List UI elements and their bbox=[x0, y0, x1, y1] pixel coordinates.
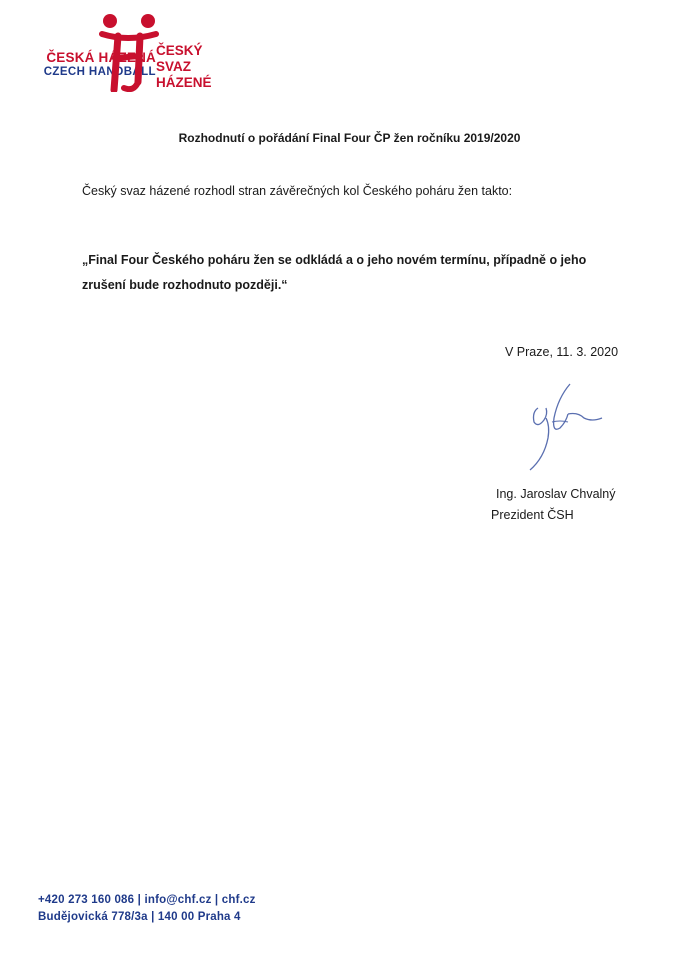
decision-statement: „Final Four Českého poháru žen se odkládá a o jeho novém termínu, případně o jeho zrušení bude rozhodnuto později.“ bbox=[82, 253, 587, 292]
intro-paragraph: Český svaz házené rozhodl stran závěrečných kol Českého poháru žen takto: bbox=[82, 184, 513, 198]
footer-address: Budějovická 778/3a | 140 00 Praha 4 bbox=[38, 911, 241, 923]
logo bbox=[36, 12, 226, 92]
footer-contact: +420 273 160 086 | info@chf.cz | chf.cz bbox=[38, 894, 256, 906]
document-title: Rozhodnutí o pořádání Final Four ČP žen ročníku 2019/2020 bbox=[178, 131, 521, 145]
signer-name: Ing. Jaroslav Chvalný bbox=[496, 487, 616, 501]
logo-right-line1: ČESKÝ SVAZ bbox=[156, 43, 203, 74]
date-line: V Praze, 11. 3. 2020 bbox=[505, 345, 619, 359]
logo-left-line2: CZECH HANDBALL bbox=[43, 66, 156, 78]
signer-role: Prezident ČSH bbox=[491, 508, 574, 522]
logo-left-line1: ČESKÁ HÁZENÁ bbox=[46, 50, 156, 65]
logo-text-right bbox=[156, 43, 226, 91]
signature-icon bbox=[508, 378, 608, 474]
footer bbox=[38, 892, 256, 926]
logo-right-line2: HÁZENÉ bbox=[156, 75, 212, 90]
